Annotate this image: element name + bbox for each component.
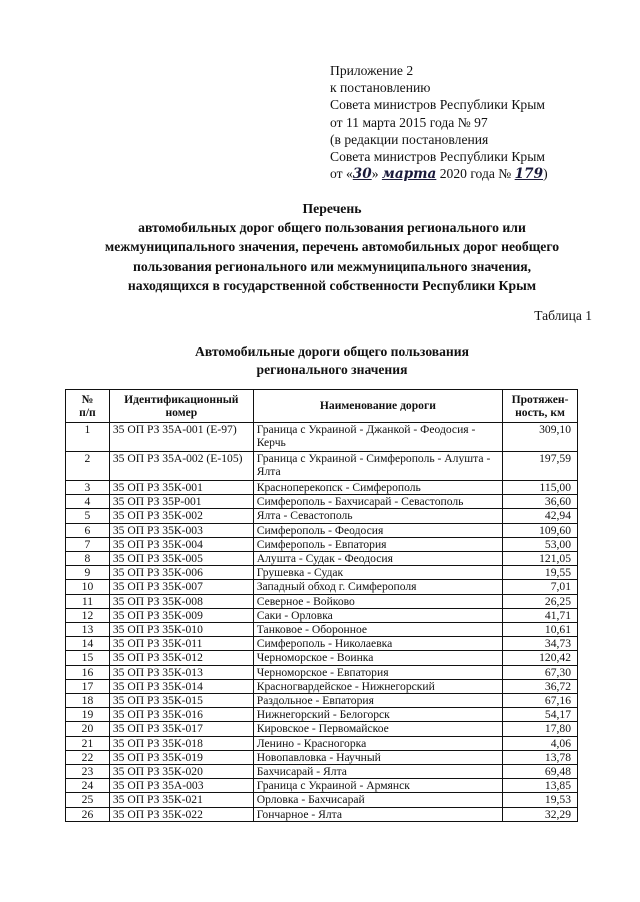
table-row [66,637,578,651]
title-line: пользования регионального или межмуниципального значения, [132,258,532,274]
row-number: 26 [66,807,110,821]
row-number: 24 [66,779,110,793]
row-id: 35 ОП РЗ 35К-002 [109,509,253,523]
row-name: Ленино - Красногорка [253,736,502,750]
row-name: Нижнегорский - Белогорск [253,708,502,722]
row-number: 5 [66,509,110,523]
row-number: 6 [66,523,110,537]
row-number: 11 [66,594,110,608]
table-row [66,481,578,495]
table-row [66,509,578,523]
table-row [66,495,578,509]
row-number: 15 [66,651,110,665]
appendix-line: от 11 марта 2015 года № 97 [330,114,488,130]
row-number: 14 [66,637,110,651]
row-id: 35 ОП РЗ 35К-001 [109,481,253,495]
table-row [66,708,578,722]
row-length: 109,60 [503,523,578,537]
row-id: 35 ОП РЗ 35А-001 (Е-97) [109,423,253,452]
row-id: 35 ОП РЗ 35К-019 [109,750,253,764]
date-prefix: от « [330,166,353,182]
row-number: 7 [66,537,110,551]
date-year: 2020 года № [436,166,515,182]
row-number: 20 [66,722,110,736]
table-row [66,736,578,750]
row-id: 35 ОП РЗ 35К-021 [109,793,253,807]
row-number: 9 [66,566,110,580]
header-name: Наименование дороги [253,390,502,423]
row-id: 35 ОП РЗ 35К-008 [109,594,253,608]
row-name: Новопавловка - Научный [253,750,502,764]
date-suffix: ) [543,166,548,182]
table-row [66,452,578,481]
table-row [66,580,578,594]
row-name: Гончарное - Ялта [253,807,502,821]
table-label: Таблица 1 [534,308,592,323]
handwritten-month: марта [381,166,437,183]
row-id: 35 ОП РЗ 35К-012 [109,651,253,665]
row-id: 35 ОП РЗ 35К-014 [109,679,253,693]
row-number: 21 [66,736,110,750]
appendix-line: Совета министров Республики Крым [330,149,545,165]
row-length: 67,16 [503,694,578,708]
appendix-line: Приложение 2 [330,63,414,78]
table-row [66,608,578,622]
header-length-l1: Протяжен- [511,392,569,406]
table-row [66,537,578,551]
row-number: 10 [66,580,110,594]
row-length: 32,29 [503,807,578,821]
row-number: 4 [66,495,110,509]
row-id: 35 ОП РЗ 35А-003 [109,779,253,793]
header-number [66,390,110,423]
row-name: Раздольное - Евпатория [253,694,502,708]
row-length: 54,17 [503,708,578,722]
row-length: 120,42 [503,651,578,665]
row-number: 2 [66,452,110,481]
header-id [109,390,253,423]
handwritten-day: 30 [352,166,372,183]
title-line: находящихся в государственной собственности Республики Крым [127,277,537,293]
row-id: 35 ОП РЗ 35К-017 [109,722,253,736]
table-row [66,552,578,566]
row-name: Симферополь - Бахчисарай - Севастополь [253,495,502,509]
table-row [66,665,578,679]
row-number: 16 [66,665,110,679]
row-length: 34,73 [503,637,578,651]
row-number: 13 [66,623,110,637]
row-length: 4,06 [503,736,578,750]
table-row [66,750,578,764]
date-mid: » [371,166,382,182]
header-id-l2: номер [165,406,198,419]
row-id: 35 ОП РЗ 35Р-001 [109,495,253,509]
row-number: 19 [66,708,110,722]
row-number: 22 [66,750,110,764]
title-line: Перечень [302,201,362,216]
subtitle-line: Автомобильные дороги общего пользования [195,344,469,359]
title-line: автомобильных дорог общего пользования регионального или [138,220,526,236]
table-header-row [66,390,578,423]
header-number-l2: п/п [79,406,96,419]
row-name: Орловка - Бахчисарай [253,793,502,807]
table-row [66,793,578,807]
table-row [66,594,578,608]
row-id: 35 ОП РЗ 35К-004 [109,537,253,551]
row-name: Танковое - Оборонное [253,623,502,637]
row-name: Граница с Украиной - Симферополь - Алушта - Ялта [253,452,502,481]
row-id: 35 ОП РЗ 35К-003 [109,523,253,537]
row-id: 35 ОП РЗ 35К-006 [109,566,253,580]
appendix-line: (в редакции постановления [330,131,489,147]
row-name: Граница с Украиной - Армянск [253,779,502,793]
row-id: 35 ОП РЗ 35А-002 (Е-105) [109,452,253,481]
row-id: 35 ОП РЗ 35К-007 [109,580,253,594]
table-row [66,566,578,580]
row-length: 19,53 [503,793,578,807]
table-row [66,679,578,693]
title-line: межмуниципального значения, перечень автомобильных дорог необщего [104,239,560,255]
row-length: 53,00 [503,537,578,551]
row-name: Симферополь - Евпатория [253,537,502,551]
row-id: 35 ОП РЗ 35К-020 [109,765,253,779]
row-number: 17 [66,679,110,693]
appendix-line: Совета министров Республики Крым [330,97,545,113]
table-row [66,807,578,821]
row-number: 23 [66,765,110,779]
roads-table [65,389,578,822]
row-number: 1 [66,423,110,452]
row-name: Граница с Украиной - Джанкой - Феодосия - Керчь [253,423,502,452]
row-name: Симферополь - Феодосия [253,523,502,537]
row-length: 10,61 [503,623,578,637]
row-name: Симферополь - Николаевка [253,637,502,651]
row-name: Красноперекопск - Симферополь [253,481,502,495]
row-name: Западный обход г. Симферополя [253,580,502,594]
row-name: Черноморское - Евпатория [253,665,502,679]
row-name: Северное - Войково [253,594,502,608]
row-id: 35 ОП РЗ 35К-022 [109,807,253,821]
header-number-l1: № [81,392,94,406]
row-number: 25 [66,793,110,807]
row-name: Алушта - Судак - Феодосия [253,552,502,566]
row-length: 197,59 [503,452,578,481]
table-subtitle [40,343,624,379]
row-number: 8 [66,552,110,566]
row-length: 13,85 [503,779,578,793]
row-number: 12 [66,608,110,622]
row-length: 309,10 [503,423,578,452]
appendix-date-line [330,165,630,183]
appendix-header [330,62,630,183]
table-row [66,623,578,637]
row-id: 35 ОП РЗ 35К-011 [109,637,253,651]
row-id: 35 ОП РЗ 35К-015 [109,694,253,708]
row-name: Ялта - Севастополь [253,509,502,523]
header-length [503,390,578,423]
appendix-line: к постановлению [330,80,431,96]
table-row [66,765,578,779]
row-id: 35 ОП РЗ 35К-010 [109,623,253,637]
row-name: Черноморское - Воинка [253,651,502,665]
row-length: 36,72 [503,679,578,693]
row-length: 7,01 [503,580,578,594]
handwritten-number: 179 [514,166,544,183]
row-length: 121,05 [503,552,578,566]
row-length: 26,25 [503,594,578,608]
row-id: 35 ОП РЗ 35К-009 [109,608,253,622]
row-length: 17,80 [503,722,578,736]
table-row [66,523,578,537]
row-length: 67,30 [503,665,578,679]
row-length: 41,71 [503,608,578,622]
table-row [66,779,578,793]
row-id: 35 ОП РЗ 35К-016 [109,708,253,722]
row-name: Саки - Орловка [253,608,502,622]
row-id: 35 ОП РЗ 35К-018 [109,736,253,750]
row-id: 35 ОП РЗ 35К-005 [109,552,253,566]
row-length: 115,00 [503,481,578,495]
document-title [40,199,624,295]
header-length-l2: ность, км [515,406,565,419]
row-number: 3 [66,481,110,495]
table-row [66,694,578,708]
row-name: Красногвардейское - Нижнегорский [253,679,502,693]
header-id-l1: Идентификационный [124,392,239,406]
row-id: 35 ОП РЗ 35К-013 [109,665,253,679]
row-length: 69,48 [503,765,578,779]
row-name: Бахчисарай - Ялта [253,765,502,779]
row-name: Грушевка - Судак [253,566,502,580]
row-number: 18 [66,694,110,708]
row-length: 42,94 [503,509,578,523]
row-name: Кировское - Первомайское [253,722,502,736]
table-row [66,651,578,665]
table-row [66,423,578,452]
row-length: 19,55 [503,566,578,580]
row-length: 13,78 [503,750,578,764]
table-row [66,722,578,736]
row-length: 36,60 [503,495,578,509]
subtitle-line: регионального значения [256,362,408,377]
